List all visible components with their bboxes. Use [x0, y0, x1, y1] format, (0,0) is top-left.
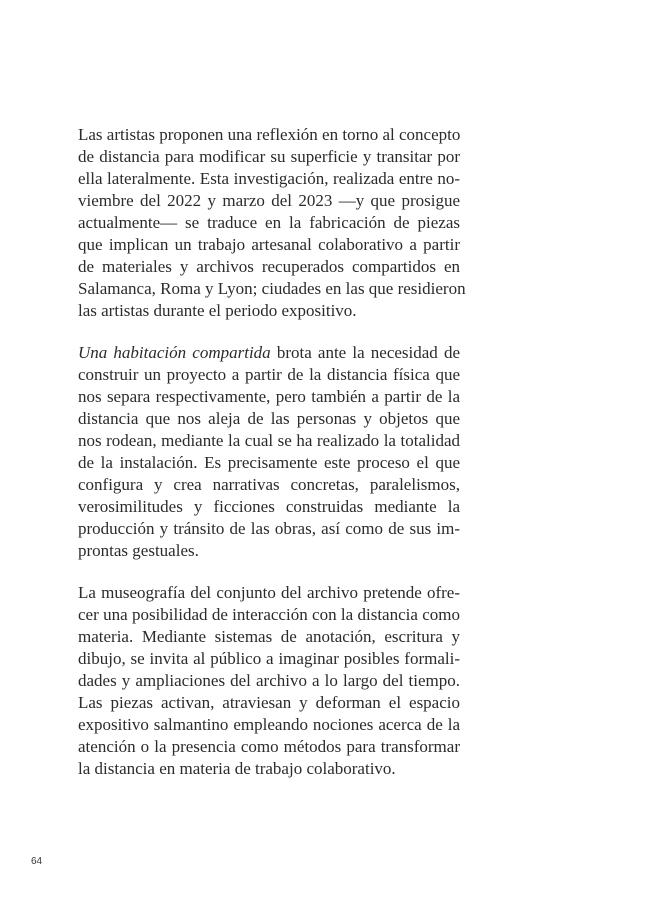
paragraph-3-line-9: la distancia en materia de trabajo colaborativo.: [78, 759, 396, 778]
paragraph-3-line-1: La museografía del conjunto del archivo pretende ofre-: [78, 583, 460, 602]
paragraph-2-line-1: [78, 342, 460, 364]
paragraph-2-line-1-rest: brota ante la necesidad de: [270, 343, 460, 362]
paragraph-1: [78, 124, 466, 322]
paragraph-3-line-8: atención o la presencia como métodos para transformar: [78, 737, 460, 756]
paragraph-2-line-6: de la instalación. Es precisamente este proceso el que: [78, 453, 460, 472]
paragraph-3-line-7: expositivo salmantino empleando nociones acerca de la: [78, 715, 460, 734]
paragraph-2-line-3: nos separa respectivamente, pero también a partir de la: [78, 387, 460, 406]
paragraph-1-line-3: ella lateralmente. Esta investigación, realizada entre no-: [78, 169, 460, 188]
paragraph-3-line-4: dibujo, se invita al público a imaginar posibles formali-: [78, 649, 460, 668]
paragraph-1-line-8: Salamanca, Roma y Lyon; ciudades en las que residieron: [78, 279, 466, 298]
paragraph-1-line-7: de materiales y archivos recuperados compartidos en: [78, 257, 460, 276]
paragraph-1-line-4: viembre del 2022 y marzo del 2023 —y que prosigue: [78, 191, 460, 210]
paragraph-3-line-5: dades y ampliaciones del archivo a lo largo del tiempo.: [78, 671, 460, 690]
paragraph-1-line-1: Las artistas proponen una reflexión en torno al concepto: [78, 125, 461, 144]
paragraph-2-line-2: construir un proyecto a partir de la distancia física que: [78, 365, 460, 384]
paragraph-2-line-7: configura y crea narrativas concretas, paralelismos,: [78, 475, 460, 494]
paragraph-2-line-9: producción y tránsito de las obras, así como de sus im-: [78, 519, 460, 538]
paragraph-1-line-6: que implican un trabajo artesanal colaborativo a partir: [78, 235, 460, 254]
paragraph-1-line-5: actualmente— se traduce en la fabricación de piezas: [78, 213, 460, 232]
page-number: 64: [31, 856, 43, 867]
paragraph-2-line-8: verosimilitudes y ficciones construidas mediante la: [78, 497, 460, 516]
paragraph-2-line-5: nos rodean, mediante la cual se ha realizado la totalidad: [78, 431, 460, 450]
paragraph-3: [78, 582, 460, 780]
paragraph-2: [78, 342, 460, 562]
paragraph-3-line-6: Las piezas activan, atraviesan y deforman el espacio: [78, 693, 460, 712]
paragraph-3-line-3: materia. Mediante sistemas de anotación, escritura y: [78, 627, 460, 646]
paragraph-2-line-10: prontas gestuales.: [78, 541, 199, 560]
paragraph-1-line-2: de distancia para modificar su superficie y transitar por: [78, 147, 460, 166]
paragraph-2-line-4: distancia que nos aleja de las personas y objetos que: [78, 409, 460, 428]
exhibition-title: Una habitación compartida: [78, 343, 271, 362]
paragraph-1-line-9: las artistas durante el periodo expositivo.: [78, 301, 357, 320]
paragraph-3-line-2: cer una posibilidad de interacción con la distancia como: [78, 605, 460, 624]
